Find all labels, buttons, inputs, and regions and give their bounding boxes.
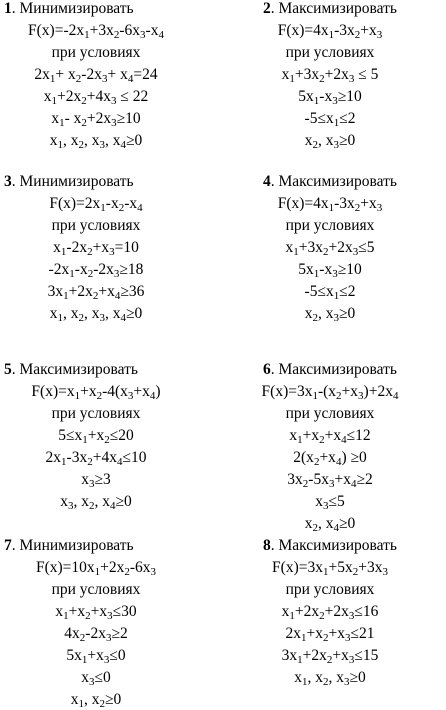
problem-title	[4, 537, 134, 555]
constraint-line: $-2x_1-x_2-2x_3\ge 18$	[48, 261, 144, 280]
objective-function: $F(x)=3x_1-(x_2+x_3)+2x_4$	[261, 383, 399, 402]
problem-number: 2	[263, 0, 271, 17]
objective-function: $F(x)=4x_1-3x_2+x_3$	[277, 22, 383, 41]
problem-goal: . Минимизировать	[11, 0, 134, 17]
problem-goal: . Максимизировать	[270, 173, 397, 190]
problem-number: 4	[263, 173, 271, 190]
constraint-line: $x_1+3x_2+2x_3 \le 5$	[281, 66, 379, 85]
problem-goal: . Максимизировать	[11, 361, 138, 378]
constraint-line: $x_1+2x_2+2x_3\le 16$	[281, 603, 379, 622]
constraint-line: $x_3\ge 3$	[81, 471, 111, 490]
constraint-line: $x_1-2x_2+x_3=10$	[53, 239, 139, 258]
constraint-line: $x_3\le 5$	[315, 493, 345, 512]
constraint-line: $5\le x_1+x_2\le 20$	[58, 427, 134, 446]
constraint-line: $5x_1-x_3\ge 10$	[298, 261, 362, 280]
problem-title	[4, 173, 134, 191]
constraint-line: $3x_2-5x_3+x_4\ge 2$	[287, 471, 373, 490]
constraint-line: $x_1+x_2+x_3\le 30$	[55, 603, 137, 622]
constraint-line: $4x_2-2x_3\ge 2$	[64, 625, 128, 644]
constraint-line: $x_1$, $x_2$, $x_3$, $x_4\ge 0$	[49, 132, 143, 151]
constraint-line: $2x_1-3x_2+4x_4\le 10$	[45, 449, 147, 468]
objective-function: $F(x)=4x_1-3x_2+x_3$	[277, 195, 383, 214]
constraint-line: $x_2$, $x_3\ge 0$	[304, 305, 356, 324]
constraint-line: $3x_1+2x_2+x_3\le 15$	[281, 647, 379, 666]
problem-number: 5	[4, 361, 12, 378]
constraint-line: $x_2$, $x_4\ge 0$	[304, 515, 356, 534]
problem-goal: . Максимизировать	[270, 0, 397, 17]
constraint-line: $x_1+x_2+x_4\le 12$	[289, 427, 371, 446]
problem-goal: . Максимизировать	[270, 537, 397, 554]
problem-title	[4, 361, 138, 379]
constraint-line: $x_3\le 0$	[81, 669, 111, 688]
conditions-label: при условиях	[51, 217, 141, 234]
constraint-line: $x_2$, $x_3\ge 0$	[304, 132, 356, 151]
conditions-label: при условиях	[285, 44, 375, 61]
conditions-label: при условиях	[51, 581, 141, 598]
constraint-line: $x_1+3x_2+2x_3\le 5$	[285, 239, 375, 258]
constraint-line: $2x_1+ x_2-2x_3+ x_4=24$	[34, 66, 158, 85]
problem-title	[263, 537, 397, 555]
constraint-line: $5x_1-x_3\ge 10$	[298, 88, 362, 107]
problem-title	[263, 361, 397, 379]
problem-number: 7	[4, 537, 12, 554]
constraint-line: $x_3$, $x_2$, $x_4\ge 0$	[60, 493, 132, 512]
conditions-label: при условиях	[285, 581, 375, 598]
problem-title	[4, 0, 134, 18]
constraint-line: $3x_1+2x_2+x_4\ge 36$	[47, 283, 145, 302]
problem-number: 6	[263, 361, 271, 378]
problem-goal: . Максимизировать	[270, 361, 397, 378]
constraint-line: $2x_1+x_2+x_3\le 21$	[285, 625, 375, 644]
problem-number: 8	[263, 537, 271, 554]
constraint-line: $x_1$, $x_2$, $x_3\ge 0$	[294, 669, 366, 688]
objective-function: $F(x)=-2x_1+3x_2-6x_3-x_4$	[28, 22, 164, 41]
constraint-line: $-5\le x_1\le 2$	[304, 283, 356, 302]
conditions-label: при условиях	[51, 44, 141, 61]
problem-title	[263, 173, 397, 191]
constraint-line: $x_1$, $x_2$, $x_3$, $x_4\ge 0$	[49, 305, 143, 324]
constraint-line: $2(x_2+x_4) \ge 0$	[293, 449, 367, 468]
objective-function: $F(x)=10x_1+2x_2-6x_3$	[35, 559, 157, 578]
problem-number: 3	[4, 173, 12, 190]
problem-goal: . Минимизировать	[11, 173, 134, 190]
problem-number: 1	[4, 0, 12, 17]
problem-goal: . Минимизировать	[11, 537, 134, 554]
conditions-label: при условиях	[51, 405, 141, 422]
constraint-line: $x_1$, $x_2\ge 0$	[70, 691, 122, 710]
objective-function: $F(x)=2x_1-x_2-x_4$	[49, 195, 143, 214]
objective-function: $F(x)=x_1+x_2-4(x_3+x_4)$	[31, 383, 161, 402]
problem-title	[263, 0, 397, 18]
conditions-label: при условиях	[285, 217, 375, 234]
constraint-line: $x_1-$ $x_2+2x_3\ge 10$	[51, 110, 141, 129]
conditions-label: при условиях	[285, 405, 375, 422]
constraint-line: $5x_1+x_3\le 0$	[66, 647, 126, 666]
constraint-line: $-5\le x_1\le 2$	[304, 110, 356, 129]
constraint-line: $x_1+2x_2+4x_3 \le 22$	[43, 88, 149, 107]
objective-function: $F(x)=3x_1+5x_2+3x_3$	[272, 559, 388, 578]
